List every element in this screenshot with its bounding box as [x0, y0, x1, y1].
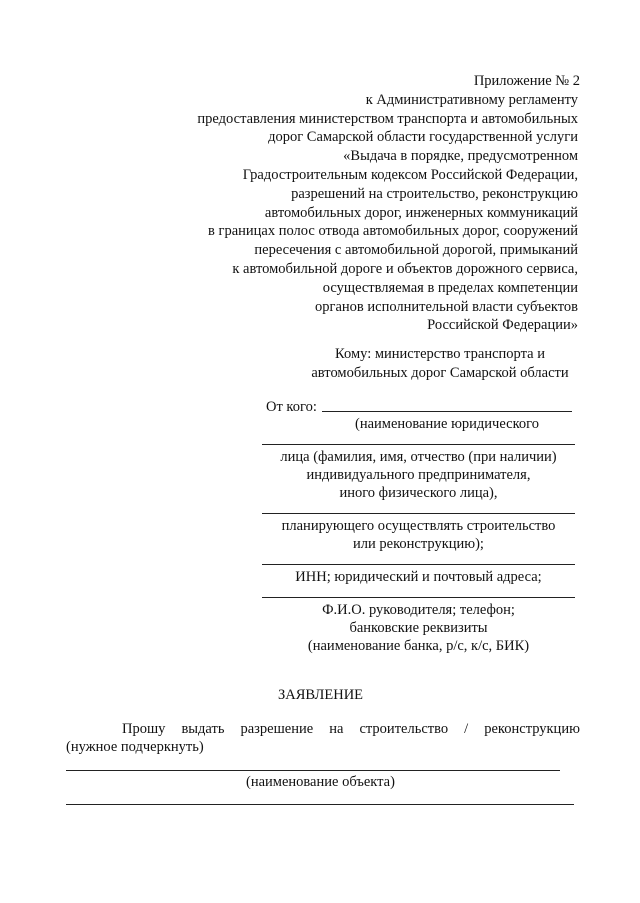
applicant-field-line[interactable] — [262, 444, 575, 445]
appendix-line: автомобильных дорог, инженерных коммуникаций — [264, 204, 578, 221]
from-hint-construction-line2: или реконструкцию); — [353, 536, 484, 552]
from-hint-inn: ИНН; юридический и почтовый адреса; — [295, 569, 542, 585]
appendix-line: Градостроительным кодексом Российской Федерации, — [242, 166, 578, 183]
appendix-line: Российской Федерации» — [427, 317, 578, 334]
object-field-line-2[interactable] — [66, 804, 574, 805]
from-hint-director-line1: Ф.И.О. руководителя; телефон; — [322, 602, 515, 618]
appendix-line: дорог Самарской области государственной услуги — [268, 129, 578, 146]
appendix-line: предоставления министерством транспорта и автомобильных — [197, 110, 578, 127]
object-field-line[interactable] — [66, 770, 560, 771]
statement-word: реконструкцию — [484, 721, 580, 737]
statement-line2: (нужное подчеркнуть) — [66, 739, 204, 755]
addressee-to-line2: автомобильных дорог Самарской области — [311, 365, 569, 381]
statement-word: / — [464, 721, 469, 737]
statement-word: разрешение — [240, 721, 314, 737]
inn-field-line[interactable] — [262, 564, 575, 565]
appendix-line: пересечения с автомобильной дорогой, примыканий — [254, 242, 578, 259]
statement-word: строительство — [359, 721, 449, 737]
director-field-line[interactable] — [262, 597, 575, 598]
appendix-line: разрешений на строительство, реконструкцию — [291, 185, 578, 202]
statement-word: выдать — [181, 721, 225, 737]
from-hint-construction-line1: планирующего осуществлять строительство — [281, 518, 556, 534]
statement-title: ЗАЯВЛЕНИЕ — [278, 687, 364, 703]
from-hint-person-line3: иного физического лица), — [339, 485, 498, 501]
from-hint-director-line3: (наименование банка, р/с, к/с, БИК) — [307, 638, 530, 654]
object-hint: (наименование объекта) — [246, 774, 395, 790]
from-hint-org: (наименование юридического — [355, 416, 539, 432]
statement-line1 — [122, 720, 580, 738]
from-hint-person-line2: индивидуального предпринимателя, — [306, 467, 531, 483]
appendix-line: органов исполнительной власти субъектов — [315, 298, 578, 315]
appendix-line: к Административному регламенту — [365, 91, 578, 108]
from-hint-person-line1: лица (фамилия, имя, отчество (при наличии) — [280, 449, 557, 465]
appendix-line: «Выдача в порядке, предусмотренном — [343, 148, 578, 165]
from-hint-director-line2: банковские реквизиты — [349, 620, 488, 636]
statement-word: Прошу — [122, 721, 166, 737]
from-label: От кого: — [266, 399, 317, 415]
appendix-line: Приложение № 2 — [473, 73, 580, 89]
addressee-to-line1: Кому: министерство транспорта и — [335, 346, 545, 362]
statement-word: на — [329, 721, 344, 737]
from-field-line[interactable] — [322, 411, 572, 412]
construction-field-line[interactable] — [262, 513, 575, 514]
appendix-line: осуществляемая в пределах компетенции — [322, 279, 578, 296]
appendix-header — [118, 72, 578, 335]
appendix-line: к автомобильной дороге и объектов дорожного сервиса, — [232, 260, 578, 277]
appendix-line: в границах полос отвода автомобильных дорог, сооружений — [208, 223, 578, 240]
